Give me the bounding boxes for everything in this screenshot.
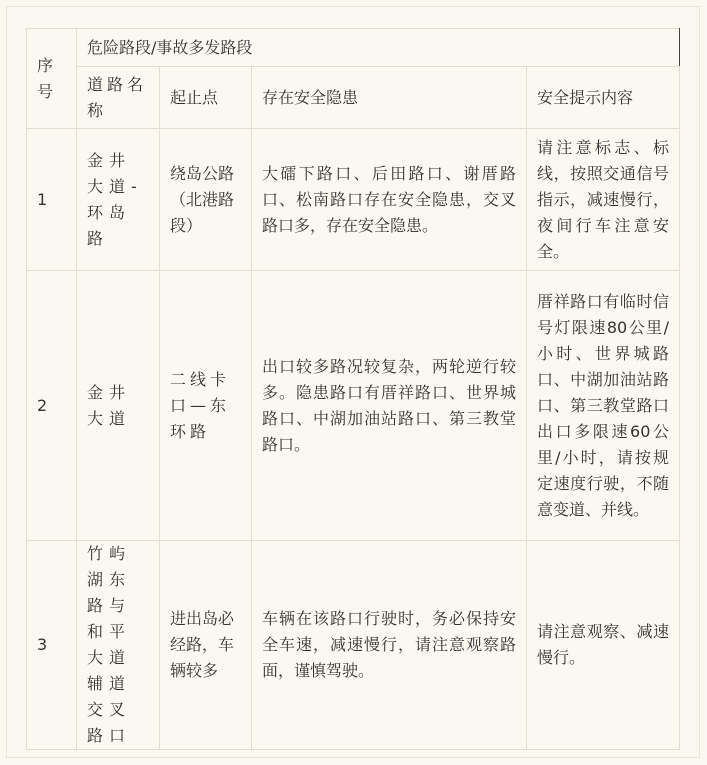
dangerous-road-table (26, 28, 680, 750)
header-serial-number: 序号 (27, 29, 77, 129)
table-row (27, 541, 680, 750)
start-end-cell: 二线卡口—东环路 (160, 271, 252, 541)
road-name-cell: 金井大道-环岛路 (77, 129, 160, 271)
table-row (27, 129, 680, 271)
road-name-cell: 竹屿湖东路与和平大道辅道交叉路口 (77, 541, 160, 750)
row-number: 2 (27, 271, 77, 541)
hazards-cell: 车辆在该路口行驶时，务必保持安全车速，减速慢行，请注意观察路面，谨慎驾驶。 (252, 541, 527, 750)
header-safety-tips: 安全提示内容 (527, 67, 680, 129)
table-row (27, 271, 680, 541)
start-end-cell: 绕岛公路（北港路段） (160, 129, 252, 271)
safety-tips-cell: 厝祥路口有临时信号灯限速80公里/小时、世界城路口、中湖加油站路口、第三教堂路口出口多限速60公里/小时，请按规定速度行驶，不随意变道、并线。 (527, 271, 680, 541)
header-dangerous-sections: 危险路段/事故多发路段 (77, 29, 680, 67)
header-start-end: 起止点 (160, 67, 252, 129)
hazards-cell: 出口较多路况较复杂，两轮逆行较多。隐患路口有厝祥路口、世界城路口、中湖加油站路口、第三教堂路口。 (252, 271, 527, 541)
table-header-row (27, 67, 680, 129)
start-end-cell: 进出岛必经路，车辆较多 (160, 541, 252, 750)
safety-tips-cell: 请注意观察、减速慢行。 (527, 541, 680, 750)
header-road-name: 道路名称 (77, 67, 160, 129)
row-number: 1 (27, 129, 77, 271)
road-name-cell: 金井大道 (77, 271, 160, 541)
safety-tips-cell: 请注意标志、标线，按照交通信号指示，减速慢行，夜间行车注意安全。 (527, 129, 680, 271)
table-group-header-row (27, 29, 680, 67)
row-number: 3 (27, 541, 77, 750)
header-hazards: 存在安全隐患 (252, 67, 527, 129)
hazards-cell: 大礌下路口、后田路口、谢厝路口、松南路口存在安全隐患，交叉路口多，存在安全隐患。 (252, 129, 527, 271)
